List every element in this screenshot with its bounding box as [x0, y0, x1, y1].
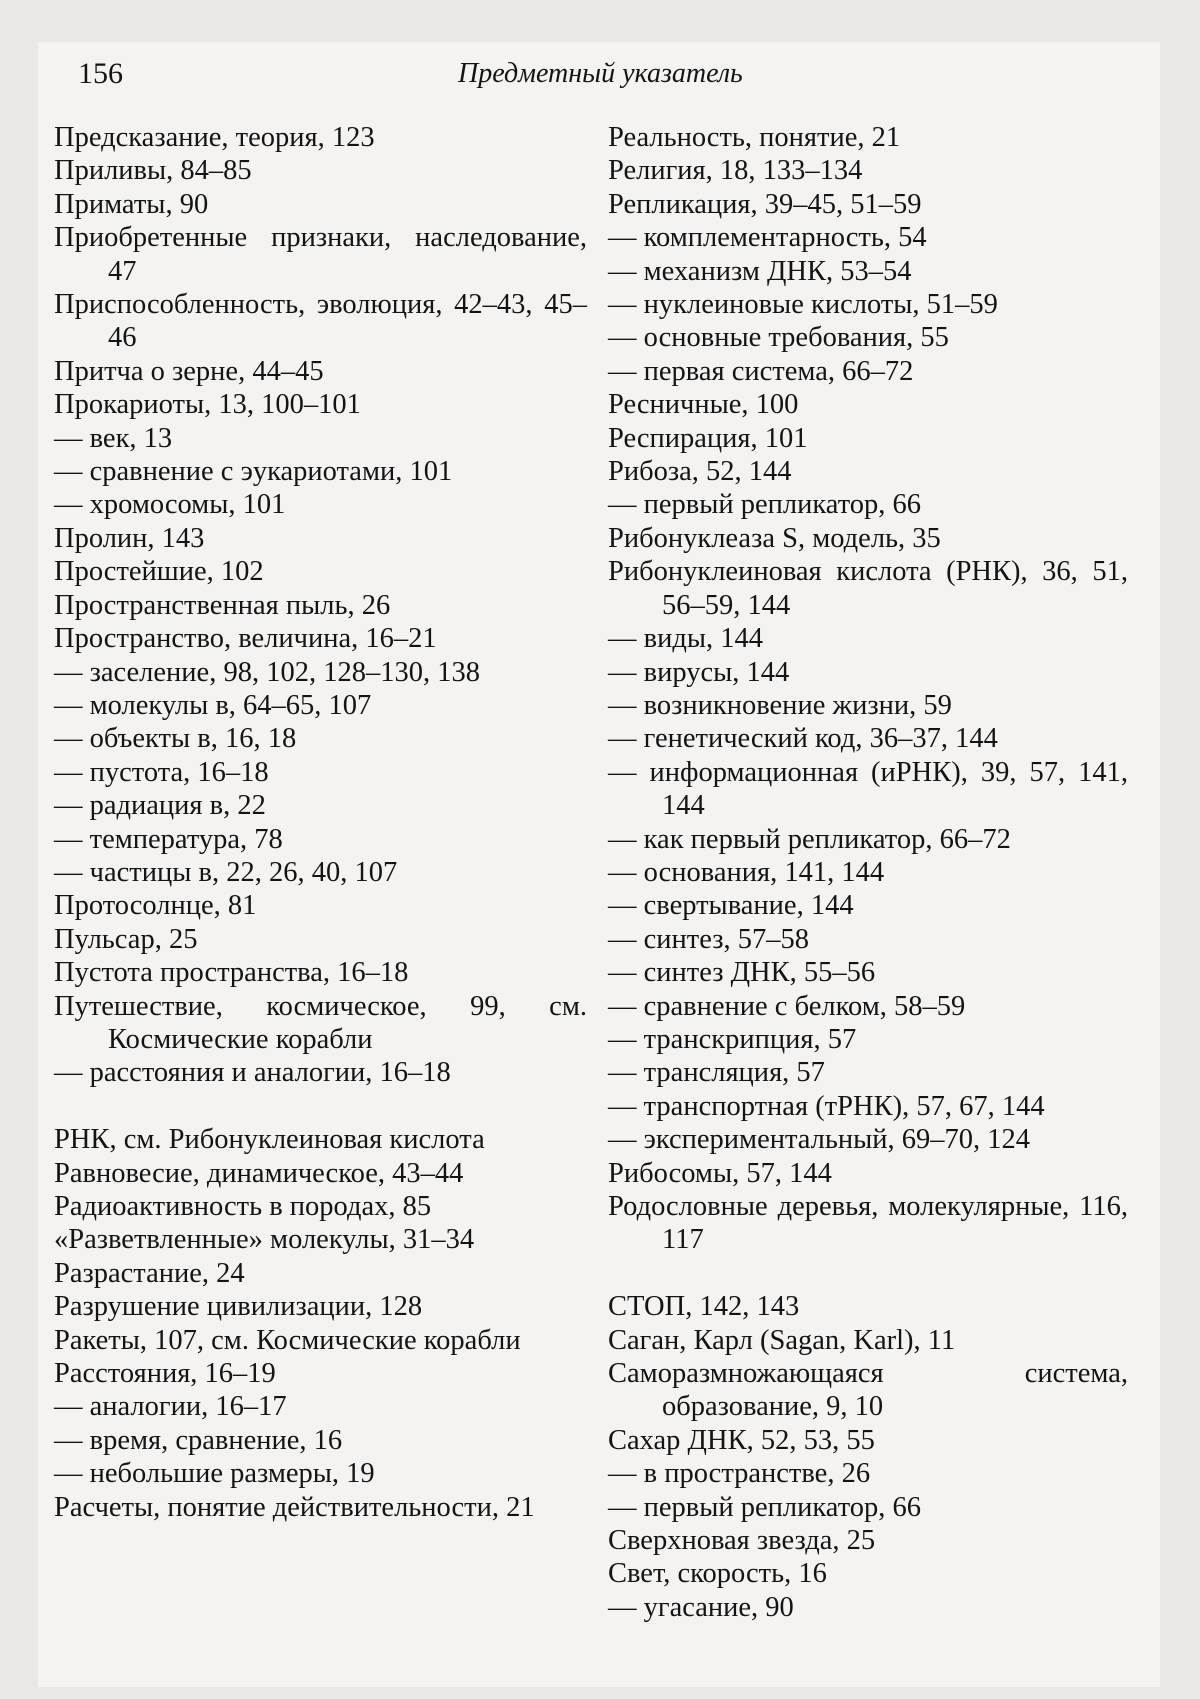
index-subentry: — первый репликатор, 66	[608, 489, 922, 521]
index-entry: Саморазмножающаяся система, образование, 9, 10	[608, 1358, 1128, 1423]
index-entry: «Разветвленные» молекулы, 31–34	[54, 1224, 475, 1256]
index-subentry: — комплементарность, 54	[608, 222, 927, 254]
index-subentry: — первый репликатор, 66	[608, 1491, 922, 1523]
index-entry: Пространственная пыль, 26	[54, 589, 391, 621]
index-entry: Пульсар, 25	[54, 923, 198, 955]
index-entry: Ракеты, 107, см. Космические корабли	[54, 1324, 521, 1356]
index-entry: Приливы, 84–85	[54, 155, 252, 187]
index-entry: Протосолнце, 81	[54, 890, 257, 922]
page-number: 156	[78, 57, 123, 90]
index-entry: Равновесие, динамическое, 43–44	[54, 1157, 464, 1189]
index-subentry: — частицы в, 22, 26, 40, 107	[54, 856, 398, 888]
index-entry: Ресничные, 100	[608, 389, 799, 421]
index-entry: Рибонуклеиновая кислота (РНК), 36, 51, 56–59, 144	[608, 556, 1128, 621]
index-subentry: — возникновение жизни, 59	[608, 689, 952, 721]
index-entry: Рибосомы, 57, 144	[608, 1157, 832, 1189]
index-subentry: — синтез, 57–58	[608, 923, 809, 955]
index-entry: Пространство, величина, 16–21	[54, 623, 437, 655]
index-entry: Сахар ДНК, 52, 53, 55	[608, 1424, 875, 1456]
index-subentry: — время, сравнение, 16	[54, 1424, 343, 1456]
index-entry: Рибонуклеаза S, модель, 35	[608, 522, 941, 554]
running-title: Предметный указатель	[458, 58, 743, 89]
index-subentry: — основания, 141, 144	[608, 856, 885, 888]
index-entry: Родословные деревья, молекулярные, 116, 117	[608, 1191, 1128, 1256]
index-entry: Пролин, 143	[54, 522, 205, 554]
index-entry: Разрушение цивилизации, 128	[54, 1291, 423, 1323]
index-subentry: — экспериментальный, 69–70, 124	[608, 1124, 1031, 1156]
index-subentry: — объекты в, 16, 18	[54, 723, 297, 755]
index-subentry: — заселение, 98, 102, 128–130, 138	[54, 656, 480, 688]
index-subentry: — век, 13	[54, 422, 173, 454]
index-subentry: — сравнение с белком, 58–59	[608, 990, 966, 1022]
index-subentry: — основные требования, 55	[608, 322, 949, 354]
index-subentry: — первая система, 66–72	[608, 355, 914, 387]
index-entry: Приспособленность, эволюция, 42–43, 45–46	[54, 289, 587, 354]
index-subentry: — температура, 78	[54, 823, 283, 855]
index-entry: Прокариоты, 13, 100–101	[54, 389, 361, 421]
index-subentry: — нуклеиновые кислоты, 51–59	[608, 289, 998, 321]
index-entry: Респирация, 101	[608, 422, 808, 454]
index-subentry: — в пространстве, 26	[608, 1458, 871, 1490]
index-column-right	[608, 121, 1128, 1624]
index-entry: Приобретенные признаки, наследование, 47	[54, 222, 587, 287]
index-entry: Предсказание, теория, 123	[54, 122, 375, 153]
index-entry: Саган, Карл (Sagan, Karl), 11	[608, 1324, 956, 1356]
index-entry: Религия, 18, 133–134	[608, 155, 863, 187]
index-entry: Свет, скорость, 16	[608, 1558, 827, 1590]
index-subentry: — хромосомы, 101	[54, 489, 286, 521]
index-subentry: — сравнение с эукариотами, 101	[54, 456, 453, 488]
index-entry: Репликация, 39–45, 51–59	[608, 188, 922, 220]
index-subentry: — трансляция, 57	[608, 1057, 825, 1089]
index-entry: Расчеты, понятие действительности, 21	[54, 1491, 535, 1523]
index-entry: СТОП, 142, 143	[608, 1291, 800, 1323]
index-entry: Пустота пространства, 16–18	[54, 957, 409, 989]
index-subentry: — радиация в, 22	[54, 790, 266, 822]
index-column-left	[54, 121, 587, 1524]
index-entry: Приматы, 90	[54, 188, 209, 220]
index-subentry: — небольшие размеры, 19	[54, 1458, 375, 1490]
index-entry: Рибоза, 52, 144	[608, 456, 792, 488]
index-subentry: — генетический код, 36–37, 144	[608, 723, 998, 755]
index-entry: РНК, см. Рибонуклеиновая кислота	[54, 1124, 485, 1156]
index-entry: Радиоактивность в породах, 85	[54, 1190, 432, 1222]
index-subentry: — транспортная (тРНК), 57, 67, 144	[608, 1090, 1045, 1122]
index-subentry: — виды, 144	[608, 623, 763, 655]
index-entry: Реальность, понятие, 21	[608, 122, 901, 153]
index-subentry: — как первый репликатор, 66–72	[608, 823, 1011, 855]
index-subentry: — угасание, 90	[608, 1591, 794, 1623]
index-subentry: — свертывание, 144	[608, 890, 854, 922]
section-gap	[608, 1257, 1128, 1290]
index-subentry: — пустота, 16–18	[54, 756, 269, 788]
index-subentry: — аналогии, 16–17	[54, 1391, 287, 1423]
index-subentry: — информационная (иРНК), 39, 57, 141, 144	[608, 756, 1128, 822]
index-entry: Расстояния, 16–19	[54, 1358, 276, 1390]
index-entry: Притча о зерне, 44–45	[54, 355, 324, 387]
index-subentry: — синтез ДНК, 55–56	[608, 957, 876, 989]
index-subentry: — механизм ДНК, 53–54	[608, 255, 912, 287]
section-gap	[54, 1090, 587, 1123]
index-subentry: — транскрипция, 57	[608, 1023, 857, 1055]
index-subentry: — вирусы, 144	[608, 656, 790, 688]
page-header	[58, 52, 1138, 102]
book-page	[38, 42, 1160, 1687]
index-entry: Простейшие, 102	[54, 556, 264, 588]
index-entry: Путешествие, космическое, 99, см. Космические корабли	[54, 990, 587, 1055]
index-subentry: — расстояния и аналогии, 16–18	[54, 1057, 451, 1089]
index-subentry: — молекулы в, 64–65, 107	[54, 689, 372, 721]
index-entry: Разрастание, 24	[54, 1257, 245, 1289]
index-entry: Сверхновая звезда, 25	[608, 1525, 876, 1557]
